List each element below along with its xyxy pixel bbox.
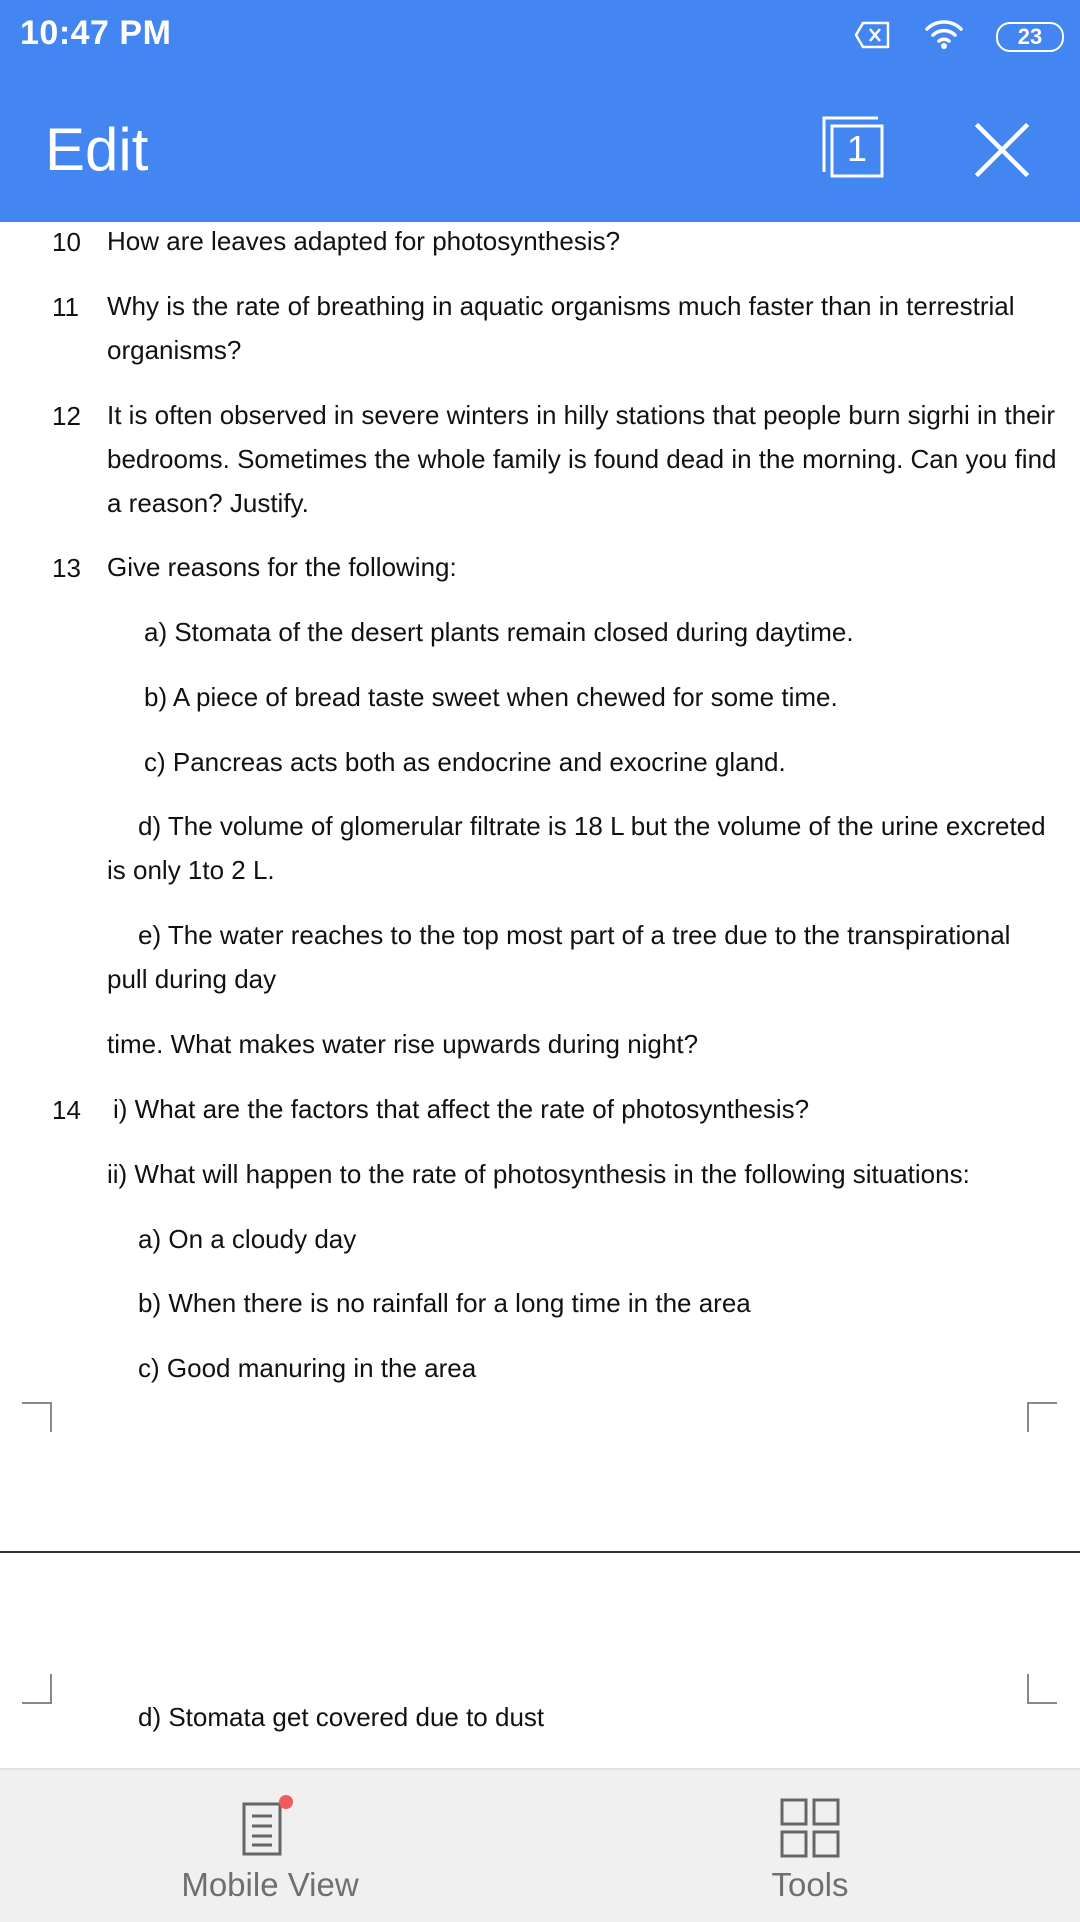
sub-question-text: pull during day	[107, 964, 277, 994]
bottom-nav	[0, 1768, 1080, 1922]
status-bar	[0, 0, 1080, 72]
question-text: organisms?	[107, 335, 242, 365]
sub-question-text: c) Pancreas acts both as endocrine and exocrine gland.	[144, 747, 786, 777]
question-text: a reason? Justify.	[107, 488, 309, 518]
app-header	[0, 0, 1080, 222]
sub-question-text: b) A piece of bread taste sweet when chewed for some time.	[144, 682, 838, 712]
sub-question-text: e) The water reaches to the top most part of a tree due to the transpirational	[138, 920, 1011, 950]
page-count: 1	[846, 128, 868, 169]
tools-label: Tools	[771, 1866, 849, 1903]
question-number: 13	[52, 553, 81, 583]
status-icons	[844, 18, 1064, 54]
page-title: Edit	[45, 116, 149, 183]
question-number: 10	[52, 227, 81, 257]
question-text: How are leaves adapted for photosynthesis?	[107, 226, 621, 256]
notification-cleared-icon	[855, 21, 891, 49]
question-number: 14	[52, 1095, 81, 1125]
question-text: Why is the rate of breathing in aquatic organisms much faster than in terrestrial	[107, 291, 1015, 321]
battery-indicator: 23	[996, 22, 1064, 52]
sub-question-text: time. What makes water rise upwards during night?	[107, 1029, 699, 1059]
close-icon	[972, 120, 1032, 180]
wifi-icon	[924, 18, 964, 50]
close-button[interactable]	[972, 120, 1032, 180]
sub-question-text: d) Stomata get covered due to dust	[138, 1702, 545, 1732]
question-text: It is often observed in severe winters in hilly stations that people burn sigrhi in their	[107, 400, 1056, 430]
question-number: 11	[52, 292, 79, 322]
mobile-view-label: Mobile View	[181, 1866, 359, 1903]
document-content[interactable]	[0, 222, 1080, 1768]
question-number: 12	[52, 401, 81, 431]
page-break-divider	[0, 1551, 1080, 1553]
sub-question-text: c) Good manuring in the area	[138, 1353, 477, 1383]
sub-question-text: d) The volume of glomerular filtrate is 18 L but the volume of the urine excreted	[138, 811, 1046, 841]
sub-question-text: a) Stomata of the desert plants remain closed during daytime.	[144, 617, 854, 647]
tools-button[interactable]	[540, 1770, 1080, 1922]
question-text: Give reasons for the following:	[107, 552, 457, 582]
question-text: ii) What will happen to the rate of photosynthesis in the following situations:	[107, 1159, 970, 1189]
page-count-button[interactable]	[820, 114, 888, 182]
sub-question-text: b) When there is no rainfall for a long time in the area	[138, 1288, 751, 1318]
mobile-view-button[interactable]	[0, 1770, 540, 1922]
question-text: i) What are the factors that affect the rate of photosynthesis?	[113, 1094, 810, 1124]
question-text: bedrooms. Sometimes the whole family is found dead in the morning. Can you find	[107, 444, 1057, 474]
sub-question-text: is only 1to 2 L.	[107, 855, 275, 885]
margin-corner-mark	[22, 1402, 52, 1432]
sub-question-text: a) On a cloudy day	[138, 1224, 357, 1254]
status-time: 10:47 PM	[20, 14, 172, 52]
tools-grid-icon	[776, 1794, 844, 1862]
margin-corner-mark	[1027, 1674, 1057, 1704]
margin-corner-mark	[22, 1674, 52, 1704]
margin-corner-mark	[1027, 1402, 1057, 1432]
mobile-view-icon	[236, 1794, 304, 1862]
